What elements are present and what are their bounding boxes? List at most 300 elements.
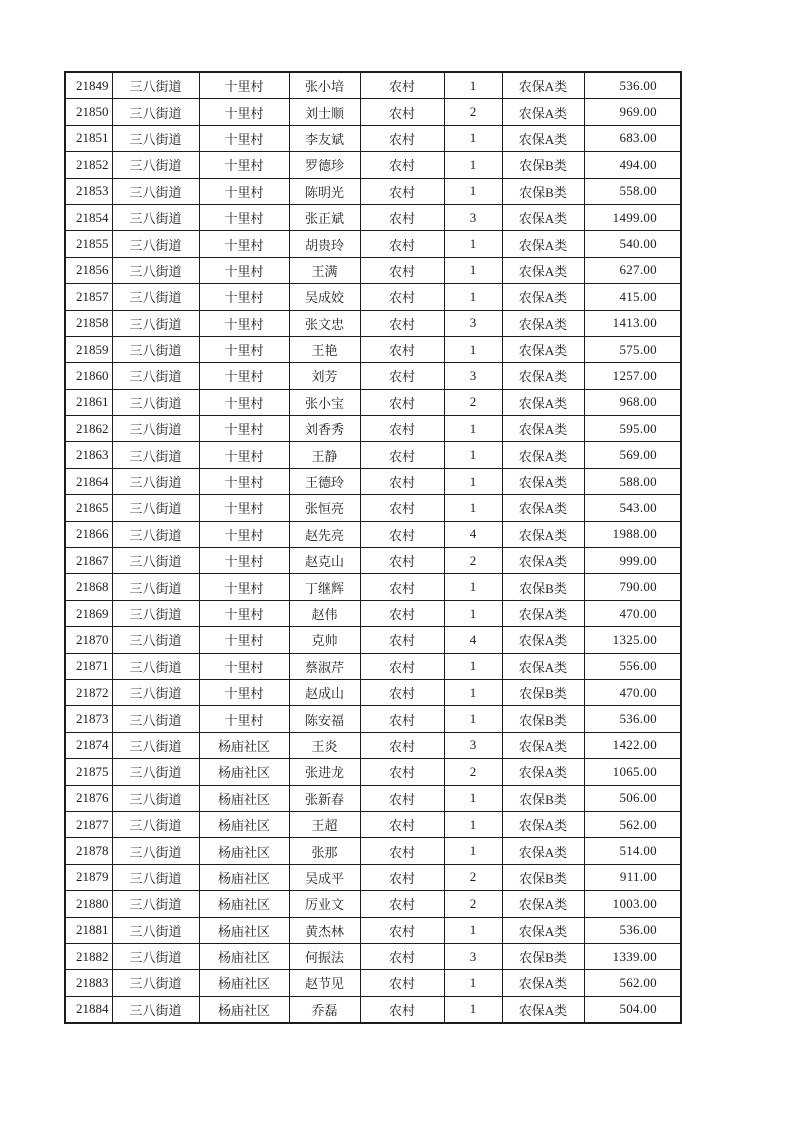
cell-id: 21861: [65, 389, 112, 415]
cell-category: 农保A类: [502, 363, 584, 389]
cell-category: 农保B类: [502, 864, 584, 890]
cell-category: 农保A类: [502, 759, 584, 785]
cell-count: 1: [444, 72, 502, 99]
cell-category: 农保A类: [502, 627, 584, 653]
cell-name: 陈安福: [289, 706, 360, 732]
cell-village: 杨庙社区: [199, 759, 289, 785]
cell-street: 三八街道: [112, 679, 199, 705]
cell-village: 杨庙社区: [199, 811, 289, 837]
cell-street: 三八街道: [112, 521, 199, 547]
table-row: [65, 548, 681, 574]
cell-name: 张正斌: [289, 204, 360, 230]
cell-amount: 1003.00: [584, 891, 681, 917]
cell-count: 1: [444, 785, 502, 811]
cell-id: 21854: [65, 204, 112, 230]
cell-id: 21859: [65, 336, 112, 362]
cell-amount: 562.00: [584, 970, 681, 996]
cell-residence: 农村: [360, 495, 444, 521]
table-row: [65, 864, 681, 890]
cell-amount: 562.00: [584, 811, 681, 837]
cell-id: 21880: [65, 891, 112, 917]
cell-count: 3: [444, 363, 502, 389]
cell-name: 赵节见: [289, 970, 360, 996]
cell-residence: 农村: [360, 363, 444, 389]
table-row: [65, 521, 681, 547]
cell-village: 十里村: [199, 442, 289, 468]
table-row: [65, 336, 681, 362]
cell-category: 农保B类: [502, 152, 584, 178]
cell-amount: 514.00: [584, 838, 681, 864]
cell-residence: 农村: [360, 970, 444, 996]
cell-residence: 农村: [360, 310, 444, 336]
cell-village: 十里村: [199, 653, 289, 679]
cell-id: 21882: [65, 943, 112, 969]
cell-count: 1: [444, 231, 502, 257]
cell-village: 十里村: [199, 257, 289, 283]
cell-name: 胡贵玲: [289, 231, 360, 257]
cell-village: 十里村: [199, 679, 289, 705]
cell-id: 21856: [65, 257, 112, 283]
cell-name: 赵伟: [289, 600, 360, 626]
cell-residence: 农村: [360, 521, 444, 547]
cell-count: 1: [444, 495, 502, 521]
cell-name: 刘芳: [289, 363, 360, 389]
cell-id: 21878: [65, 838, 112, 864]
cell-street: 三八街道: [112, 785, 199, 811]
cell-amount: 911.00: [584, 864, 681, 890]
cell-amount: 595.00: [584, 416, 681, 442]
cell-residence: 农村: [360, 442, 444, 468]
table-row: [65, 811, 681, 837]
cell-id: 21879: [65, 864, 112, 890]
cell-name: 罗德珍: [289, 152, 360, 178]
cell-count: 1: [444, 653, 502, 679]
cell-residence: 农村: [360, 204, 444, 230]
cell-residence: 农村: [360, 284, 444, 310]
cell-name: 刘士顺: [289, 99, 360, 125]
cell-residence: 农村: [360, 416, 444, 442]
cell-name: 张进龙: [289, 759, 360, 785]
table-row: [65, 732, 681, 758]
cell-count: 1: [444, 442, 502, 468]
cell-residence: 农村: [360, 627, 444, 653]
cell-street: 三八街道: [112, 627, 199, 653]
cell-village: 十里村: [199, 72, 289, 99]
cell-village: 杨庙社区: [199, 943, 289, 969]
cell-street: 三八街道: [112, 178, 199, 204]
cell-street: 三八街道: [112, 72, 199, 99]
cell-name: 吴成平: [289, 864, 360, 890]
cell-village: 杨庙社区: [199, 732, 289, 758]
cell-count: 1: [444, 416, 502, 442]
table-row: [65, 574, 681, 600]
cell-category: 农保A类: [502, 125, 584, 151]
cell-village: 杨庙社区: [199, 864, 289, 890]
cell-street: 三八街道: [112, 970, 199, 996]
cell-category: 农保A类: [502, 336, 584, 362]
cell-id: 21875: [65, 759, 112, 785]
cell-amount: 1499.00: [584, 204, 681, 230]
cell-village: 杨庙社区: [199, 785, 289, 811]
cell-category: 农保A类: [502, 970, 584, 996]
cell-name: 张新春: [289, 785, 360, 811]
cell-street: 三八街道: [112, 363, 199, 389]
cell-id: 21876: [65, 785, 112, 811]
cell-category: 农保A类: [502, 521, 584, 547]
table-row: [65, 284, 681, 310]
cell-village: 十里村: [199, 99, 289, 125]
cell-amount: 470.00: [584, 679, 681, 705]
cell-category: 农保B类: [502, 679, 584, 705]
cell-street: 三八街道: [112, 653, 199, 679]
cell-category: 农保A类: [502, 811, 584, 837]
cell-count: 1: [444, 917, 502, 943]
cell-amount: 1413.00: [584, 310, 681, 336]
cell-amount: 968.00: [584, 389, 681, 415]
cell-street: 三八街道: [112, 917, 199, 943]
cell-category: 农保A类: [502, 917, 584, 943]
cell-category: 农保B类: [502, 943, 584, 969]
cell-residence: 农村: [360, 706, 444, 732]
cell-village: 十里村: [199, 310, 289, 336]
cell-street: 三八街道: [112, 442, 199, 468]
cell-street: 三八街道: [112, 811, 199, 837]
cell-id: 21881: [65, 917, 112, 943]
cell-amount: 536.00: [584, 917, 681, 943]
cell-amount: 1257.00: [584, 363, 681, 389]
cell-street: 三八街道: [112, 706, 199, 732]
insurance-payment-table: [64, 71, 682, 1024]
table-row: [65, 653, 681, 679]
cell-category: 农保A类: [502, 495, 584, 521]
cell-name: 刘香秀: [289, 416, 360, 442]
cell-street: 三八街道: [112, 759, 199, 785]
cell-residence: 农村: [360, 917, 444, 943]
cell-amount: 999.00: [584, 548, 681, 574]
cell-residence: 农村: [360, 389, 444, 415]
table-row: [65, 178, 681, 204]
cell-street: 三八街道: [112, 838, 199, 864]
cell-name: 陈明光: [289, 178, 360, 204]
table-row: [65, 785, 681, 811]
cell-village: 杨庙社区: [199, 970, 289, 996]
cell-count: 1: [444, 178, 502, 204]
cell-village: 十里村: [199, 363, 289, 389]
cell-category: 农保A类: [502, 468, 584, 494]
table-row: [65, 125, 681, 151]
cell-name: 张恒亮: [289, 495, 360, 521]
cell-id: 21873: [65, 706, 112, 732]
cell-count: 1: [444, 152, 502, 178]
cell-name: 王艳: [289, 336, 360, 362]
table-row: [65, 389, 681, 415]
cell-id: 21864: [65, 468, 112, 494]
cell-name: 乔磊: [289, 996, 360, 1023]
cell-id: 21860: [65, 363, 112, 389]
cell-residence: 农村: [360, 653, 444, 679]
cell-residence: 农村: [360, 178, 444, 204]
cell-count: 1: [444, 284, 502, 310]
cell-amount: 556.00: [584, 653, 681, 679]
table-row: [65, 891, 681, 917]
table-row: [65, 600, 681, 626]
cell-amount: 415.00: [584, 284, 681, 310]
cell-village: 十里村: [199, 574, 289, 600]
cell-village: 十里村: [199, 284, 289, 310]
table-row: [65, 231, 681, 257]
cell-residence: 农村: [360, 336, 444, 362]
cell-village: 杨庙社区: [199, 891, 289, 917]
cell-id: 21884: [65, 996, 112, 1023]
table-row: [65, 679, 681, 705]
cell-name: 王炎: [289, 732, 360, 758]
cell-name: 丁继辉: [289, 574, 360, 600]
cell-residence: 农村: [360, 759, 444, 785]
table-row: [65, 468, 681, 494]
cell-category: 农保A类: [502, 231, 584, 257]
table-row: [65, 495, 681, 521]
table-row: [65, 627, 681, 653]
cell-village: 十里村: [199, 416, 289, 442]
cell-amount: 540.00: [584, 231, 681, 257]
cell-id: 21865: [65, 495, 112, 521]
cell-street: 三八街道: [112, 204, 199, 230]
cell-category: 农保A类: [502, 310, 584, 336]
cell-street: 三八街道: [112, 416, 199, 442]
cell-amount: 494.00: [584, 152, 681, 178]
cell-amount: 470.00: [584, 600, 681, 626]
cell-street: 三八街道: [112, 231, 199, 257]
cell-residence: 农村: [360, 574, 444, 600]
cell-village: 杨庙社区: [199, 996, 289, 1023]
cell-name: 张文忠: [289, 310, 360, 336]
cell-name: 赵先亮: [289, 521, 360, 547]
table-row: [65, 943, 681, 969]
cell-residence: 农村: [360, 99, 444, 125]
cell-id: 21866: [65, 521, 112, 547]
cell-id: 21869: [65, 600, 112, 626]
cell-category: 农保A类: [502, 996, 584, 1023]
cell-residence: 农村: [360, 600, 444, 626]
cell-id: 21867: [65, 548, 112, 574]
cell-street: 三八街道: [112, 548, 199, 574]
table-row: [65, 706, 681, 732]
cell-street: 三八街道: [112, 574, 199, 600]
cell-residence: 农村: [360, 257, 444, 283]
cell-residence: 农村: [360, 548, 444, 574]
table-row: [65, 72, 681, 99]
cell-street: 三八街道: [112, 284, 199, 310]
table-row: [65, 99, 681, 125]
cell-id: 21877: [65, 811, 112, 837]
cell-residence: 农村: [360, 125, 444, 151]
cell-id: 21850: [65, 99, 112, 125]
cell-street: 三八街道: [112, 125, 199, 151]
cell-amount: 790.00: [584, 574, 681, 600]
cell-name: 赵克山: [289, 548, 360, 574]
cell-name: 何振法: [289, 943, 360, 969]
cell-count: 3: [444, 943, 502, 969]
cell-name: 克帅: [289, 627, 360, 653]
cell-category: 农保A类: [502, 204, 584, 230]
cell-category: 农保A类: [502, 891, 584, 917]
cell-name: 王超: [289, 811, 360, 837]
cell-count: 1: [444, 600, 502, 626]
cell-name: 吴成姣: [289, 284, 360, 310]
cell-category: 农保B类: [502, 785, 584, 811]
cell-street: 三八街道: [112, 468, 199, 494]
cell-category: 农保A类: [502, 284, 584, 310]
cell-count: 2: [444, 99, 502, 125]
cell-id: 21883: [65, 970, 112, 996]
cell-village: 十里村: [199, 389, 289, 415]
cell-residence: 农村: [360, 72, 444, 99]
table-row: [65, 996, 681, 1023]
cell-count: 2: [444, 548, 502, 574]
cell-residence: 农村: [360, 468, 444, 494]
table-row: [65, 363, 681, 389]
cell-amount: 536.00: [584, 72, 681, 99]
cell-name: 张小宝: [289, 389, 360, 415]
table-row: [65, 442, 681, 468]
cell-village: 十里村: [199, 548, 289, 574]
cell-amount: 569.00: [584, 442, 681, 468]
cell-street: 三八街道: [112, 996, 199, 1023]
table-body: [65, 72, 681, 1023]
cell-id: 21853: [65, 178, 112, 204]
cell-count: 1: [444, 468, 502, 494]
cell-amount: 575.00: [584, 336, 681, 362]
cell-residence: 农村: [360, 864, 444, 890]
cell-village: 十里村: [199, 495, 289, 521]
cell-count: 1: [444, 706, 502, 732]
table-row: [65, 204, 681, 230]
cell-count: 2: [444, 864, 502, 890]
cell-count: 3: [444, 204, 502, 230]
cell-amount: 1065.00: [584, 759, 681, 785]
cell-count: 1: [444, 125, 502, 151]
cell-amount: 627.00: [584, 257, 681, 283]
table-row: [65, 416, 681, 442]
cell-id: 21868: [65, 574, 112, 600]
cell-residence: 农村: [360, 231, 444, 257]
cell-village: 十里村: [199, 204, 289, 230]
cell-amount: 1988.00: [584, 521, 681, 547]
cell-id: 21855: [65, 231, 112, 257]
cell-street: 三八街道: [112, 891, 199, 917]
cell-village: 十里村: [199, 125, 289, 151]
cell-street: 三八街道: [112, 310, 199, 336]
cell-amount: 543.00: [584, 495, 681, 521]
cell-village: 十里村: [199, 178, 289, 204]
cell-village: 十里村: [199, 521, 289, 547]
cell-name: 蔡淑芹: [289, 653, 360, 679]
cell-category: 农保A类: [502, 732, 584, 758]
cell-count: 2: [444, 891, 502, 917]
cell-amount: 1325.00: [584, 627, 681, 653]
cell-name: 张小培: [289, 72, 360, 99]
cell-category: 农保A类: [502, 600, 584, 626]
cell-count: 1: [444, 336, 502, 362]
cell-category: 农保A类: [502, 653, 584, 679]
table-row: [65, 310, 681, 336]
cell-category: 农保B类: [502, 574, 584, 600]
cell-category: 农保A类: [502, 548, 584, 574]
cell-category: 农保A类: [502, 416, 584, 442]
cell-category: 农保A类: [502, 389, 584, 415]
cell-name: 王静: [289, 442, 360, 468]
cell-amount: 1339.00: [584, 943, 681, 969]
cell-id: 21857: [65, 284, 112, 310]
cell-category: 农保A类: [502, 99, 584, 125]
cell-count: 1: [444, 996, 502, 1023]
cell-count: 3: [444, 310, 502, 336]
cell-street: 三八街道: [112, 943, 199, 969]
cell-village: 十里村: [199, 706, 289, 732]
cell-name: 张那: [289, 838, 360, 864]
cell-street: 三八街道: [112, 864, 199, 890]
cell-id: 21862: [65, 416, 112, 442]
cell-village: 十里村: [199, 468, 289, 494]
cell-residence: 农村: [360, 732, 444, 758]
cell-amount: 506.00: [584, 785, 681, 811]
cell-category: 农保B类: [502, 178, 584, 204]
cell-amount: 1422.00: [584, 732, 681, 758]
cell-street: 三八街道: [112, 600, 199, 626]
cell-count: 2: [444, 389, 502, 415]
cell-category: 农保B类: [502, 706, 584, 732]
cell-count: 1: [444, 257, 502, 283]
cell-amount: 536.00: [584, 706, 681, 732]
cell-amount: 683.00: [584, 125, 681, 151]
cell-count: 1: [444, 970, 502, 996]
cell-count: 1: [444, 574, 502, 600]
cell-id: 21858: [65, 310, 112, 336]
cell-name: 王德玲: [289, 468, 360, 494]
cell-street: 三八街道: [112, 336, 199, 362]
cell-count: 4: [444, 521, 502, 547]
cell-residence: 农村: [360, 891, 444, 917]
cell-village: 十里村: [199, 152, 289, 178]
cell-residence: 农村: [360, 943, 444, 969]
cell-amount: 558.00: [584, 178, 681, 204]
cell-name: 王满: [289, 257, 360, 283]
cell-residence: 农村: [360, 679, 444, 705]
table-row: [65, 838, 681, 864]
cell-village: 杨庙社区: [199, 917, 289, 943]
cell-village: 十里村: [199, 336, 289, 362]
cell-id: 21851: [65, 125, 112, 151]
cell-id: 21852: [65, 152, 112, 178]
cell-village: 十里村: [199, 627, 289, 653]
cell-count: 3: [444, 732, 502, 758]
cell-name: 赵成山: [289, 679, 360, 705]
cell-name: 李友斌: [289, 125, 360, 151]
cell-category: 农保A类: [502, 257, 584, 283]
cell-residence: 农村: [360, 996, 444, 1023]
cell-street: 三八街道: [112, 389, 199, 415]
cell-count: 1: [444, 679, 502, 705]
cell-id: 21863: [65, 442, 112, 468]
cell-category: 农保A类: [502, 442, 584, 468]
cell-street: 三八街道: [112, 99, 199, 125]
cell-id: 21872: [65, 679, 112, 705]
cell-street: 三八街道: [112, 152, 199, 178]
cell-street: 三八街道: [112, 732, 199, 758]
cell-id: 21871: [65, 653, 112, 679]
cell-name: 黄杰林: [289, 917, 360, 943]
cell-amount: 504.00: [584, 996, 681, 1023]
